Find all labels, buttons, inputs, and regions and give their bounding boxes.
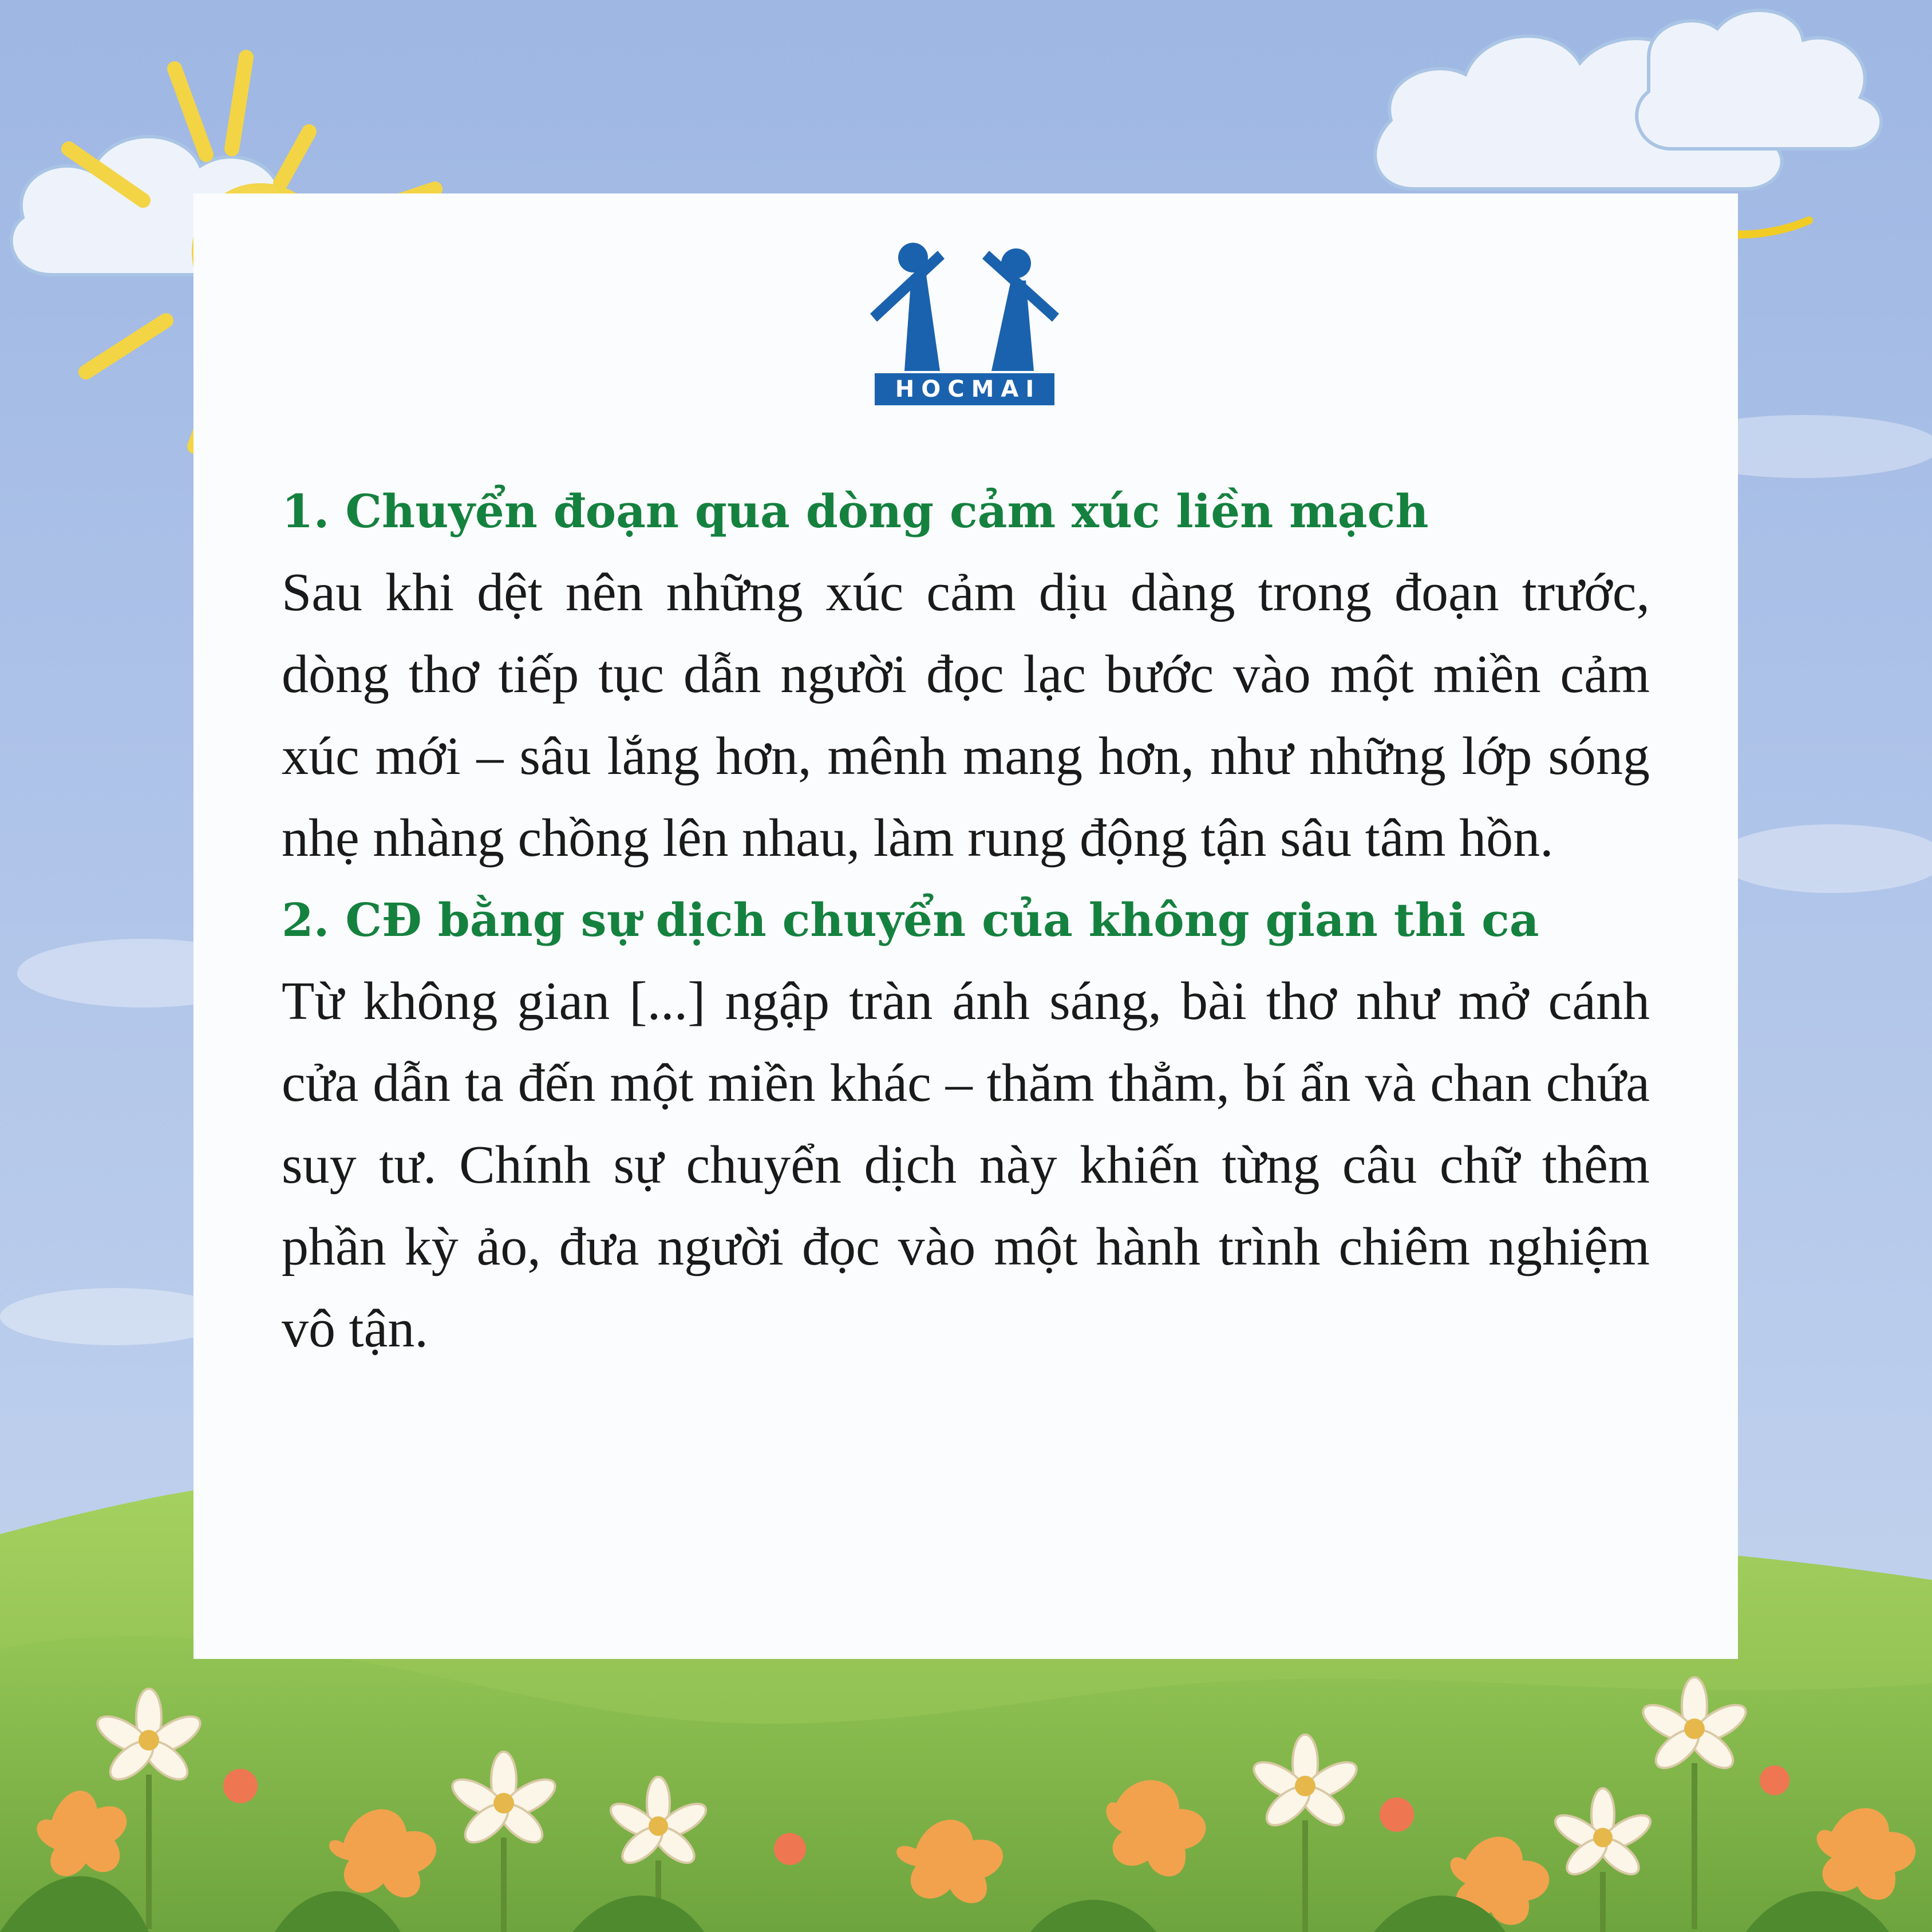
section-2-body: Từ không gian [...] ngập tràn ánh sáng, bài thơ như mở cánh cửa dẫn ta đến một miền khác – thăm thẳm, bí ẩn và chan chứa suy tư. Chính sự chuyển dịch này khiến từng câu chữ thêm phần kỳ ảo, đưa người đọc vào một hành trình chiêm nghiệm vô tận.	[282, 971, 1650, 1358]
content	[282, 471, 1650, 1370]
hocmai-logo	[870, 240, 1059, 412]
hocmai-two-figures-logo-icon	[870, 240, 1059, 372]
section-2-heading: 2. CĐ bằng sự dịch chuyển của không gian thi ca	[282, 893, 1539, 947]
logo-text: HOCMAI	[895, 376, 1041, 402]
section-1-body: Sau khi dệt nên những xúc cảm dịu dàng trong đoạn trước, dòng thơ tiếp tục dẫn người đọc lạc bước vào một miền cảm xúc mới – sâu lắng hơn, mênh mang hơn, như những lớp sóng nhẹ nhàng chồng lên nhau, làm rung động tận sâu tâm hồn.	[282, 563, 1650, 868]
logo-band	[875, 373, 1054, 405]
section-1-heading: 1. Chuyển đoạn qua dòng cảm xúc liền mạch	[282, 484, 1429, 538]
